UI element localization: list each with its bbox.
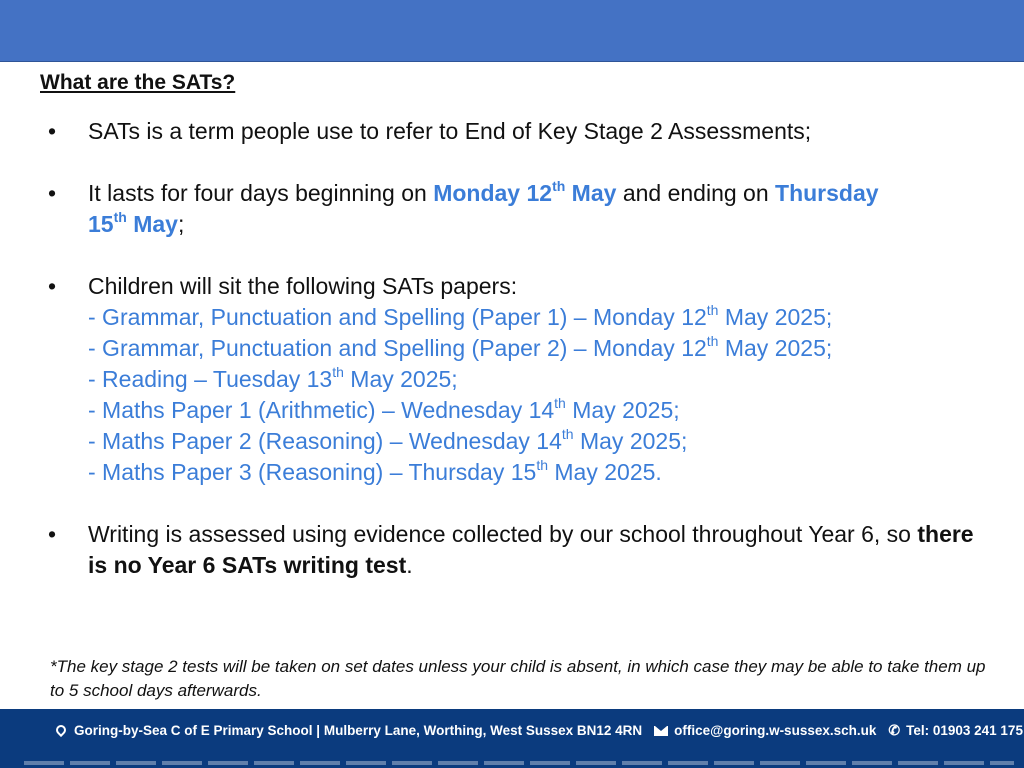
bullet-text: Children will sit the following SATs papers: bbox=[88, 273, 518, 299]
footer-bar bbox=[0, 709, 1024, 768]
top-banner bbox=[0, 0, 1024, 62]
start-date: Monday 12th May bbox=[433, 178, 617, 206]
bullet-dot: • bbox=[48, 118, 57, 144]
footer-address: Goring-by-Sea C of E Primary School | Mulberry Lane, Worthing, West Sussex BN12 4RN bbox=[74, 723, 643, 738]
bullet-list bbox=[42, 116, 992, 581]
writing-test-note: there is no Year 6 SATs writing test bbox=[88, 521, 974, 578]
email-icon bbox=[654, 726, 668, 736]
paper-item: - Maths Paper 3 (Reasoning) – Thursday 15th May 2025. bbox=[88, 457, 662, 485]
bullet-dot: • bbox=[48, 521, 57, 547]
location-pin-icon bbox=[54, 722, 68, 736]
paper-item: - Reading – Tuesday 13th May 2025; bbox=[88, 364, 458, 392]
bullet-dot: • bbox=[48, 180, 57, 206]
phone-icon: ✆ bbox=[888, 722, 901, 738]
end-date: Thursday 15th May bbox=[88, 180, 879, 237]
page-title: What are the SATs? bbox=[40, 71, 236, 94]
bullet-text: Writing is assessed using evidence collected by our school throughout Year 6, so bbox=[88, 521, 918, 547]
bullet-item-definition bbox=[42, 116, 992, 147]
bullet-dot: • bbox=[48, 273, 57, 299]
paper-item: - Grammar, Punctuation and Spelling (Paper 1) – Monday 12th May 2025; bbox=[88, 302, 833, 330]
bullet-item-papers bbox=[42, 271, 992, 488]
paper-item: - Maths Paper 2 (Reasoning) – Wednesday 14th May 2025; bbox=[88, 426, 688, 454]
footer-strip bbox=[24, 761, 1014, 765]
bullet-item-writing: • Writing is assessed using evidence collected by our school throughout Year 6, so there is no Year 6 SATs writing test. bbox=[48, 521, 974, 578]
bullet-text: It lasts for four days beginning on bbox=[88, 180, 434, 206]
footnote: *The key stage 2 tests will be taken on set dates unless your child is absent, in which case they may be able to take them up to 5 school days afterwards. bbox=[50, 657, 986, 700]
paper-item: - Maths Paper 1 (Arithmetic) – Wednesday 14th May 2025; bbox=[88, 395, 680, 423]
bullet-item-duration: • It lasts for four days beginning on Monday 12th May and ending on Thursday 15th May; bbox=[48, 178, 879, 237]
bullet-text: SATs is a term people use to refer to End of Key Stage 2 Assessments; bbox=[88, 118, 812, 144]
footer-email[interactable]: office@goring.w-sussex.sch.uk bbox=[674, 723, 877, 738]
footer-contact bbox=[56, 722, 1023, 739]
paper-item: - Grammar, Punctuation and Spelling (Paper 2) – Monday 12th May 2025; bbox=[88, 333, 833, 361]
footer-tel: Tel: 01903 241 175 bbox=[906, 723, 1023, 738]
